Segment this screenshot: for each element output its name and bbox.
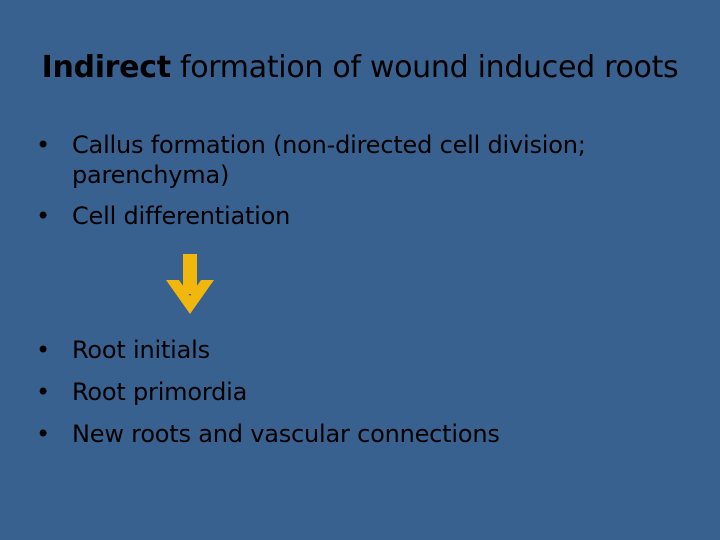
bullet-marker: • [36,202,50,230]
list-item-text: Callus formation (non-directed cell division; parenchyma) [72,131,586,189]
slide-title [0,46,720,90]
bullet-marker: • [36,420,50,448]
list-item [36,417,500,451]
title-emphasis: Indirect [41,50,171,85]
top-bullet-list [36,130,720,233]
bullet-marker: • [36,336,50,364]
bottom-bullet-list [36,333,500,459]
bullet-marker: • [36,131,50,159]
title-rest: formation of wound induced roots [170,50,679,85]
list-item-text: Root initials [72,336,210,364]
list-item [36,333,500,367]
list-item [36,375,500,409]
list-item-text: Root primordia [72,378,248,406]
list-item [36,199,720,233]
list-item-text: New roots and vascular connections [72,420,500,448]
list-item [36,130,720,190]
bullet-marker: • [36,378,50,406]
arrow-down-icon [162,252,218,316]
list-item-text: Cell differentiation [72,202,291,230]
